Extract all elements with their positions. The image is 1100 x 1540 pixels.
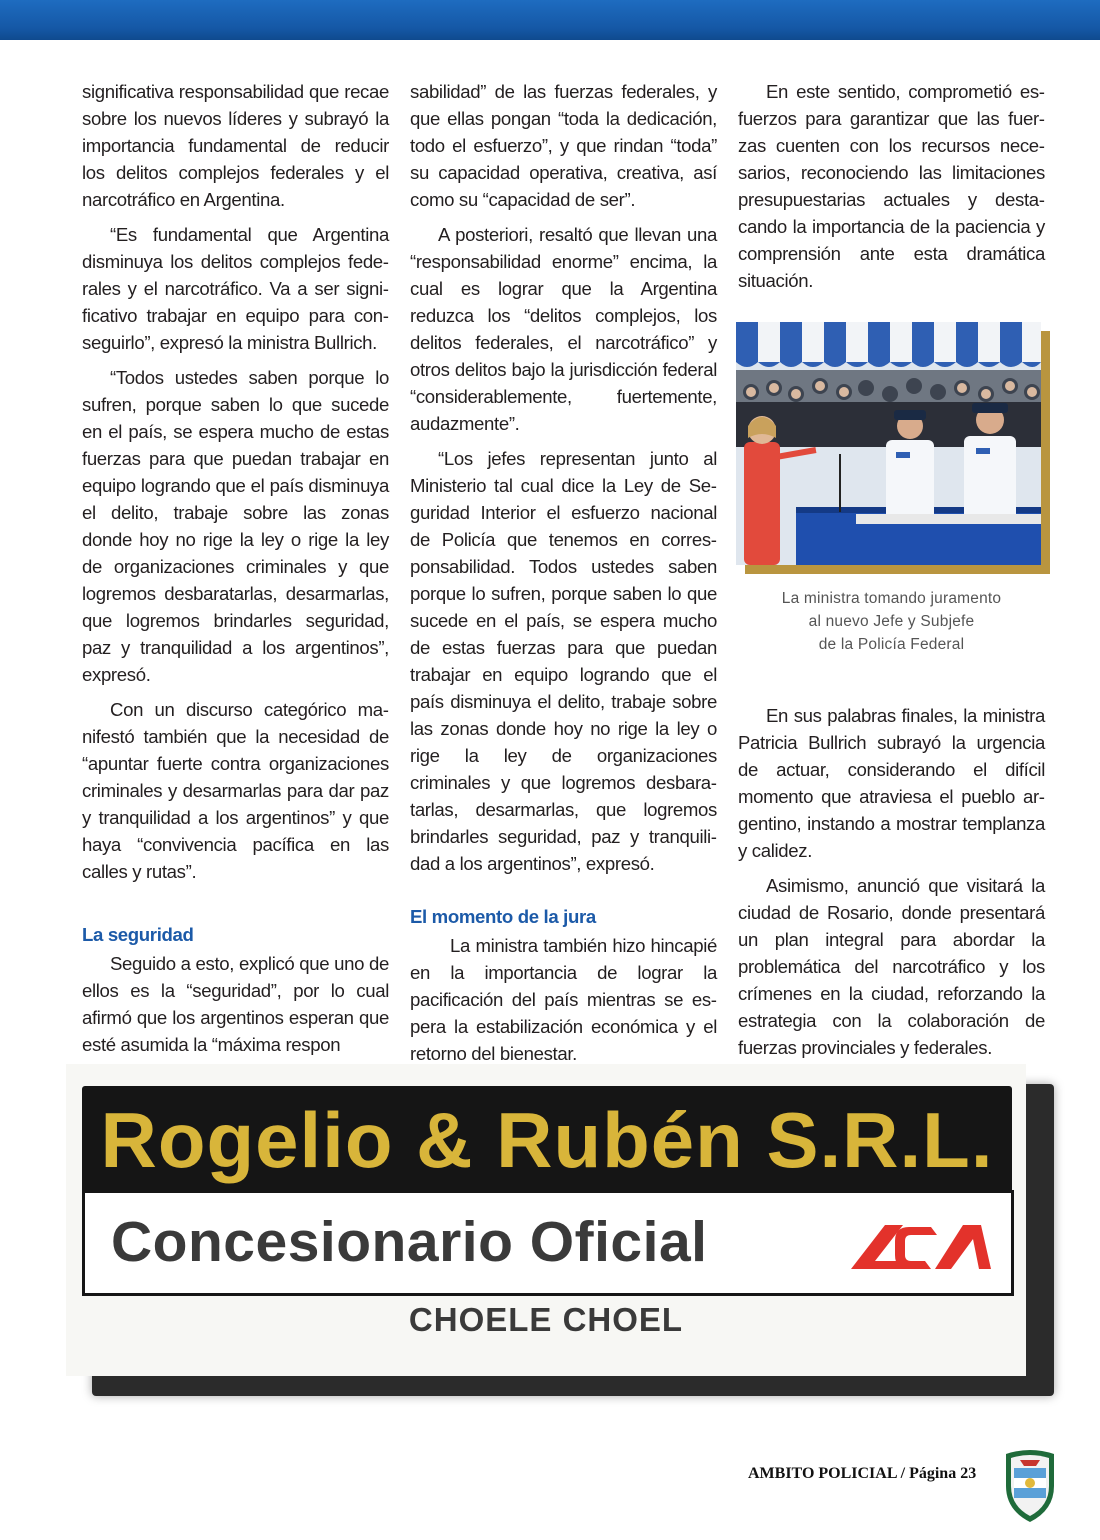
article-column-3: [738, 78, 1045, 302]
paragraph: “Los jefes representan junto al Ministerio tal cual dice la Ley de Seguridad Interior el esfuerzo nacional de Policía que tenemos en corresponsabilidad. Todos ustedes saben porque lo sufren, porque saben lo que sucede en el país, se espera mucho de estas fuerzas para que puedan trabajar en equipo logrando que el país disminuya el delito, trabaje sobre las zonas donde hoy no rige la ley o rige la ley de organizaciones criminales y que logremos desbaratarlas, desarmarlas, que logremos brindarles seguridad, paz y tranquilidad a los argentinos”, expresó.: [410, 448, 717, 874]
page-footer: AMBITO POLICIAL / Página 23: [748, 1465, 977, 1482]
advertisement-card: [66, 1064, 1026, 1376]
advertisement-name-band: [82, 1086, 1012, 1194]
paragraph: “Es fundamental que Argentina disminuya los delitos complejos federales y el narcotráfico. Va a ser significativo trabajar en equipo para conseguirlo”, expresó la ministra Bullrich.: [82, 224, 389, 353]
subheading-el-momento-de-la-jura: El momento de la jura: [410, 906, 596, 927]
paragraph: significativa responsabilidad que recae sobre los nuevos líderes y subrayó la importancia fundamental de reducir los delitos complejos federales y el narcotráfico en Argentina.: [82, 81, 389, 210]
dealer-name: Rogelio & Rubén S.R.L.: [100, 1096, 994, 1184]
top-color-bar: [0, 0, 1100, 40]
paragraph: sabilidad” de las fuerzas federales, y que ellas pongan “toda la dedicación, todo el esfuerzo”, y que rindan “toda” su capacidad operativa, creativa, así como su “capacidad de ser”.: [410, 81, 717, 210]
photo-caption-line: de la Policía Federal: [818, 636, 965, 653]
aca-logo-icon: [845, 1217, 995, 1277]
photo-caption-line: La ministra tomando juramento: [781, 590, 1002, 607]
ceremony-photo-illustration: [736, 322, 1041, 565]
photo-caption-line: al nuevo Jefe y Subjefe: [808, 613, 975, 630]
police-crest-icon: [1000, 1446, 1060, 1524]
concesionario-oficial-label: Concesionario Oficial: [111, 1210, 708, 1274]
photo-caption: [738, 587, 1045, 656]
advertisement: [66, 1064, 1026, 1394]
paragraph: En sus palabras finales, la ministra Patricia Bullrich subrayó la urgencia de actuar, considerando el difícil momento que atraviesa el pueblo argentino, instando a mostrar templanza y calidez.: [738, 705, 1045, 861]
paragraph: A posteriori, resaltó que llevan una “responsabilidad enorme” encima, la cual es lograr que la Argentina reduzca los “delitos complejos, los delitos federales, el narcotráfico” y otros delitos bajo la jurisdicción federal “considerablemente, fuertemente, audazmente”.: [410, 224, 717, 434]
ceremony-photo: [736, 322, 1041, 565]
article-column-2: [410, 78, 717, 1075]
paragraph: Con un discurso categórico manifestó también que la necesidad de “apuntar fuerte contra organizaciones criminales y desarmarlas para dar paz y tranquilidad a los argentinos” y que haya “convivencia pacífica en las calles y rutas”.: [82, 699, 389, 882]
paragraph: Seguido a esto, explicó que uno de ellos es la “seguridad”, por lo cual afirmó que los argentinos esperan que esté asumida la “máxima respon: [82, 953, 389, 1055]
article-column-3-lower: [738, 702, 1045, 1069]
subheading-la-seguridad: La seguridad: [82, 924, 194, 945]
advertisement-concesionario-band: [82, 1190, 1014, 1296]
article-column-1: [82, 78, 389, 1066]
paragraph: La ministra también hizo hincapié en la importancia de lograr la pacificación del país mientras se espera la estabilización económica y el retorno del bienestar.: [410, 935, 717, 1064]
paragraph: “Todos ustedes saben porque lo sufren, porque saben lo que sucede en el país, se espera mucho de estas fuerzas para que puedan trabajar en equipo logrando que el país disminuya el delito, trabaje sobre las zonas donde hoy no rige la ley o rige la ley de organizaciones criminales y que logremos desbaratarlas, desarmarlas, que logremos brindarles seguridad, paz y tranquilidad a los argentinos”, expresó.: [82, 367, 389, 685]
paragraph: En este sentido, comprometió esfuerzos para garantizar que las fuerzas cuenten con los recursos necesarios, reconociendo las limitaciones presupuestarias actuales y destacando la importancia de la paciencia y comprensión ante esta dramática situación.: [738, 81, 1045, 291]
dealer-city: CHOELE CHOEL: [408, 1301, 684, 1338]
paragraph: Asimismo, anunció que visitará la ciudad de Rosario, donde presentará un plan integral para abordar la problemática del narcotráfico y los crímenes en la ciudad, reforzando la estrategia con la colaboración de fuerzas provinciales y federales.: [738, 875, 1045, 1058]
